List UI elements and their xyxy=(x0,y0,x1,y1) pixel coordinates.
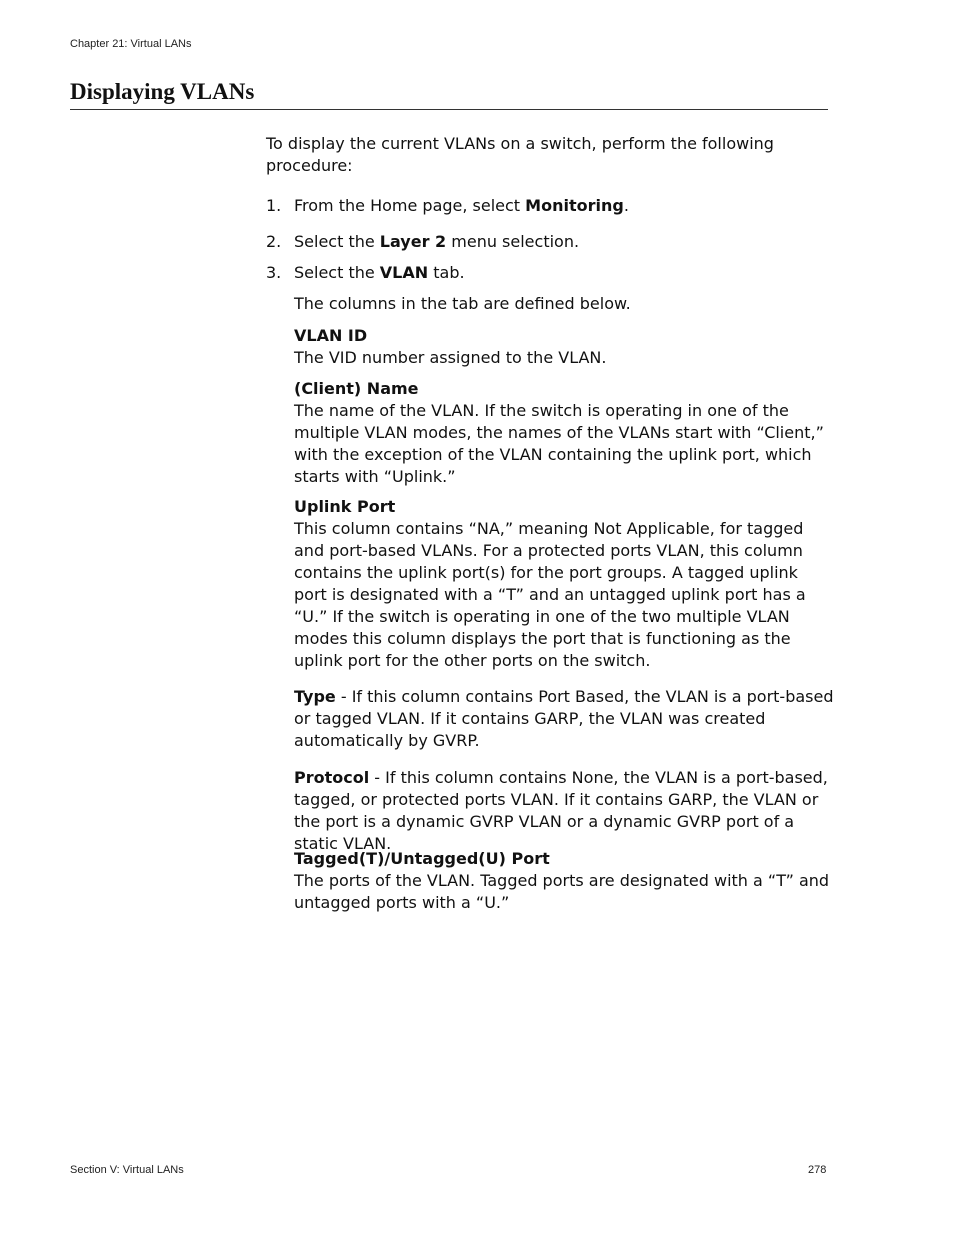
step-bold-term: VLAN xyxy=(379,263,429,282)
definition-term: VLAN ID xyxy=(294,326,368,345)
step-text-end: tab. xyxy=(428,263,465,282)
definition-text: The VID number assigned to the VLAN. xyxy=(294,348,607,367)
title-rule xyxy=(70,109,828,110)
step-2 xyxy=(266,231,826,253)
definition-term: Tagged(T)/Untagged(U) Port xyxy=(294,849,550,868)
step-number: 1. xyxy=(266,196,282,215)
definition-vlan-id xyxy=(294,325,834,369)
definition-text: - If this column contains None, the VLAN is a port-based, tagged, or protected ports VLAN. If it contains GARP, the VLAN or the port is a dynamic GVRP VLAN or a dynamic GVRP port of a static VLAN. xyxy=(294,768,828,853)
step-text: Select the xyxy=(294,232,380,251)
step-text-end: menu selection. xyxy=(446,232,580,251)
definition-protocol xyxy=(294,767,834,855)
definition-term: (Client) Name xyxy=(294,379,419,398)
definition-term: Protocol xyxy=(294,768,370,787)
step-3 xyxy=(266,262,826,284)
definition-text: The ports of the VLAN. Tagged ports are designated with a “T” and untagged ports with a “U.” xyxy=(294,871,830,912)
step-text: From the Home page, select xyxy=(294,196,526,215)
definition-text: This column contains “NA,” meaning Not Applicable, for tagged and port-based VLANs. For a protected ports VLAN, this column contains the uplink port(s) for the port groups. A tagged uplink port is designated with a “T” and an untagged uplink port has a “U.” If the switch is operating in one of the two multiple VLAN modes this column displays the port that is functioning as the uplink port for the other ports on the switch. xyxy=(294,519,806,670)
definition-text: The name of the VLAN. If the switch is operating in one of the multiple VLAN modes, the names of the VLANs start with “Client,” with the exception of the VLAN containing the uplink port, which starts with “Uplink.” xyxy=(294,401,824,486)
footer-section: Section V: Virtual LANs xyxy=(70,1164,184,1176)
intro-paragraph: To display the current VLANs on a switch, perform the following procedure: xyxy=(266,134,774,175)
step-number: 3. xyxy=(266,263,282,282)
page-title: Displaying VLANs xyxy=(70,79,255,104)
step-1 xyxy=(266,195,826,217)
definition-term: Type xyxy=(294,687,336,706)
step-text: Select the xyxy=(294,263,380,282)
definition-tagged-untagged-port xyxy=(294,848,834,914)
definition-client-name xyxy=(294,378,834,488)
page-number: 278 xyxy=(808,1164,827,1176)
chapter-header: Chapter 21: Virtual LANs xyxy=(70,38,192,50)
step-number: 2. xyxy=(266,232,282,251)
columns-intro: The columns in the tab are defined below. xyxy=(294,294,631,313)
definition-type xyxy=(294,686,834,752)
step-text-end: . xyxy=(623,196,629,215)
step-bold-term: Monitoring xyxy=(525,196,624,215)
definition-term: Uplink Port xyxy=(294,497,396,516)
definition-text: - If this column contains Port Based, the VLAN is a port-based or tagged VLAN. If it contains GARP, the VLAN was created automatically by GVRP. xyxy=(294,687,834,750)
definition-uplink-port xyxy=(294,496,834,672)
step-bold-term: Layer 2 xyxy=(379,232,447,251)
